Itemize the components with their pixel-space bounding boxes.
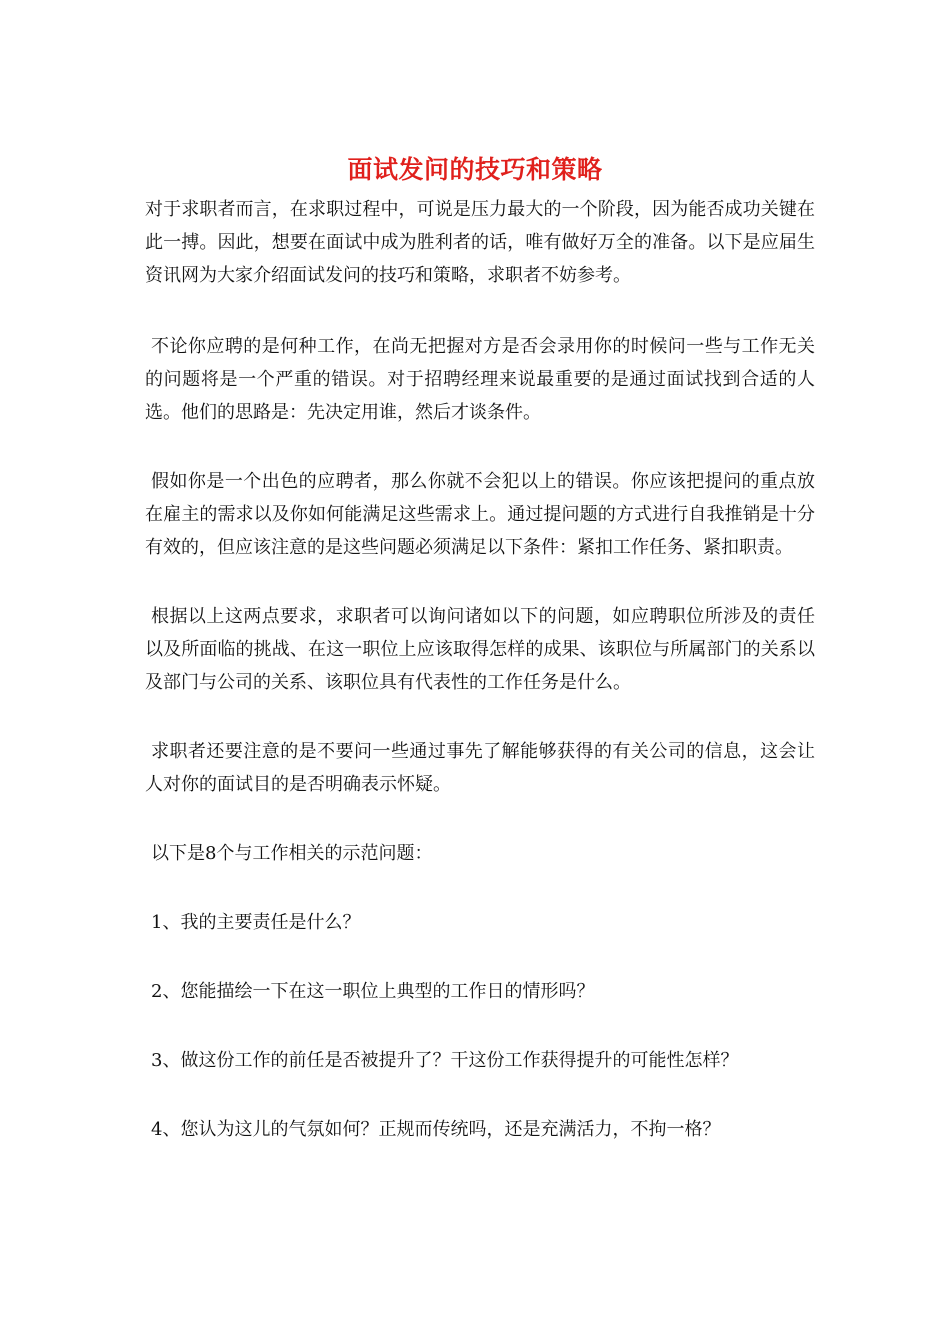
document-body: [145, 193, 815, 1182]
question-item: 3、做这份工作的前任是否被提升了？干这份工作获得提升的可能性怎样？: [151, 1050, 739, 1071]
document-title: 面试发问的技巧和策略: [347, 155, 603, 184]
question-list: [145, 906, 815, 1146]
paragraph-4: 根据以上这两点要求，求职者可以询问诸如以下的问题，如应聘职位所涉及的责任以及所面临的挑战、在这一职位上应该取得怎样的成果、该职位与所属部门的关系以及部门与公司的关系、该职位具有代表性的工作任务是什么。: [145, 606, 815, 693]
question-item: 1、我的主要责任是什么？: [151, 912, 361, 933]
paragraph-2: 不论你应聘的是何种工作，在尚无把握对方是否会录用你的时候问一些与工作无关的问题将是一个严重的错误。对于招聘经理来说最重要的是通过面试找到合适的人选。他们的思路是：先决定用谁，然后才谈条件。: [145, 336, 815, 423]
paragraph-3: 假如你是一个出色的应聘者，那么你就不会犯以上的错误。你应该把提问的重点放在雇主的需求以及你如何能满足这些需求上。通过提问题的方式进行自我推销是十分有效的，但应该注意的是这些问题必须满足以下条件：紧扣工作任务、紧扣职责。: [145, 471, 815, 558]
question-item: 4、您认为这儿的气氛如何？正规而传统吗，还是充满活力，不拘一格？: [151, 1119, 721, 1140]
paragraph-intro: 对于求职者而言，在求职过程中，可说是压力最大的一个阶段，因为能否成功关键在此一搏。因此，想要在面试中成为胜利者的话，唯有做好万全的准备。以下是应届生资讯网为大家介绍面试发问的技巧和策略，求职者不妨参考。: [145, 199, 815, 286]
paragraph-6: 以下是8个与工作相关的示范问题：: [151, 843, 433, 864]
paragraph-5: 求职者还要注意的是不要问一些通过事先了解能够获得的有关公司的信息，这会让人对你的面试目的是否明确表示怀疑。: [145, 741, 815, 795]
question-item: 2、您能描绘一下在这一职位上典型的工作日的情形吗？: [151, 981, 595, 1002]
